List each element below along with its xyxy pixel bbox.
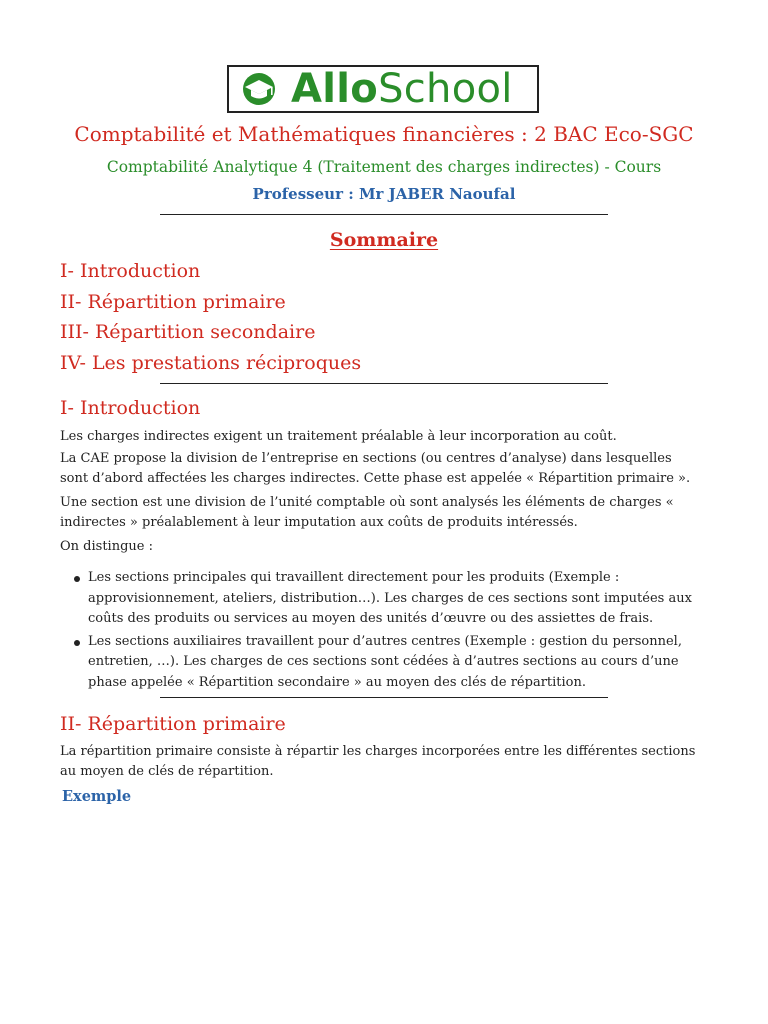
summary-item[interactable]: III- Répartition secondaire [60,321,316,343]
example-label: Exemple [62,788,132,805]
bullet-icon [74,576,80,582]
list-item [60,568,700,630]
logo-text [291,67,513,111]
summary-item[interactable]: II- Répartition primaire [60,290,286,313]
divider [160,214,608,215]
paragraph: Les charges indirectes exigent un traitement préalable à leur incorporation au coût. [60,429,617,444]
divider [160,697,608,698]
list-item-text: Les sections principales qui travaillent directement pour les produits (Exemple : approvisionnement, ateliers, distribution…). Les charges de ces sections sont imputées aux coûts des produits ou services au moyen des unités d’œuvre ou des assiettes de frais. [88,570,692,626]
document-subtitle: Comptabilité Analytique 4 (Traitement des charges indirectes) - Cours [106,158,662,176]
bullet-icon [74,640,80,646]
logo-text-light: School [378,66,513,112]
paragraph: La CAE propose la division de l’entreprise en sections (ou centres d’analyse) dans lesquelles sont d’abord affectées les charges indirectes. Cette phase est appelée « Répartition primaire ». [60,451,691,486]
logo-text-bold: Allo [291,66,379,112]
document-title: Comptabilité et Mathématiques financières : 2 BAC Eco-SGC [74,122,694,146]
bullet-list [60,568,700,695]
summary-item[interactable]: IV- Les prestations réciproques [60,351,362,374]
alloschool-logo [227,65,539,113]
list-item [60,632,700,694]
summary-item[interactable]: I- Introduction [60,260,201,282]
professor-name: Professeur : Mr JABER Naoufal [252,185,516,203]
summary-list [60,256,361,378]
summary-heading: Sommaire [329,229,439,251]
divider [160,383,608,384]
paragraph: On distingue : [60,539,153,554]
paragraph: Une section est une division de l’unité comptable où sont analysés les éléments de charges « indirectes » préalablement à leur imputation aux coûts de produits intéressés. [60,495,674,530]
paragraph: La répartition primaire consiste à répartir les charges incorporées entre les différentes sections au moyen de clés de répartition. [60,744,696,779]
graduation-cap-icon [233,71,285,107]
section-title-introduction: I- Introduction [60,397,201,419]
list-item-text: Les sections auxiliaires travaillent pour d’autres centres (Exemple : gestion du personnel, entretien, …). Les charges de ces sections sont cédées à d’autres sections au cours d’une phase appelée « Répartition secondaire » au moyen des clés de répartition. [88,633,682,690]
section-title-primary: II- Répartition primaire [60,713,286,735]
